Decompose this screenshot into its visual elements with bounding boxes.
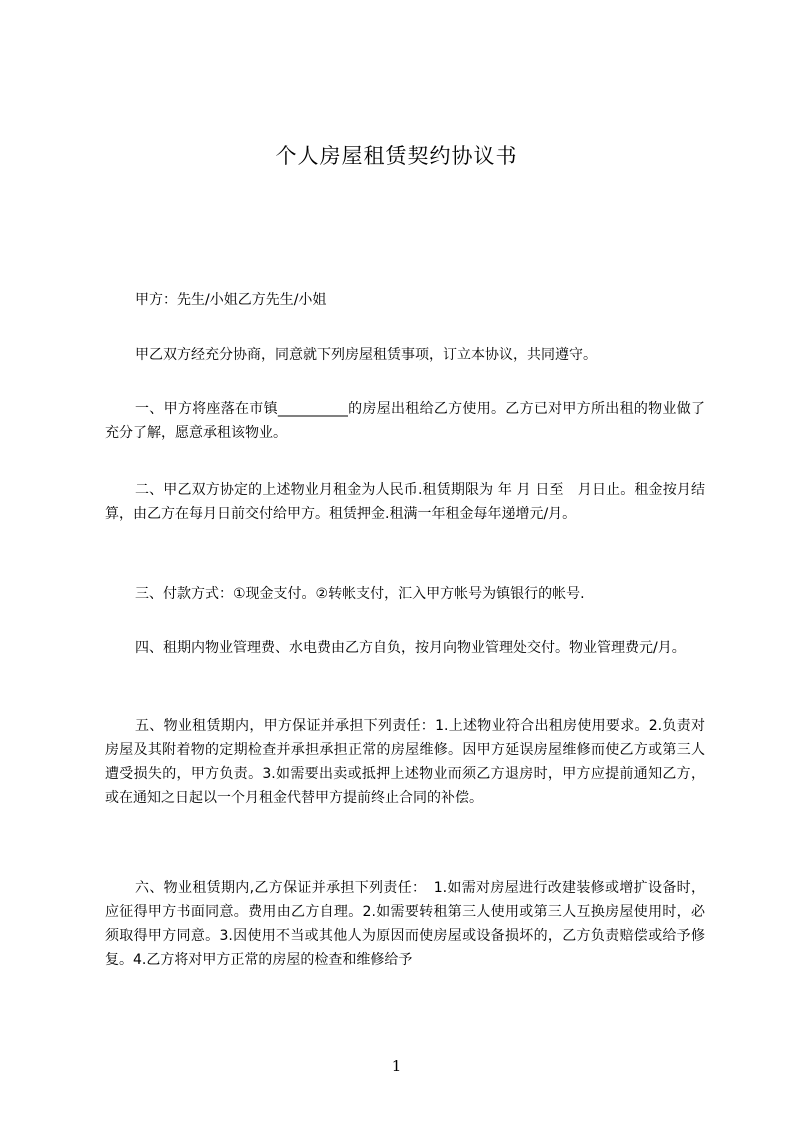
clause-1-paragraph: 一、甲方将座落在市镇__________的房屋出租给乙方使用。乙方已对甲方所出租的物业做了充分了解，愿意承租该物业。 <box>105 401 705 441</box>
clause-2-paragraph: 二、甲乙双方协定的上述物业月租金为人民币.租赁期限为 年 月 日至 月日止。租金按月结算，由乙方在每月日前交付给甲方。租赁押金.租满一年租金每年递增元/月。 <box>105 482 705 522</box>
document-title: 个人房屋租赁契约协议书 <box>275 144 518 168</box>
clause-5-paragraph: 五、物业租赁期内，甲方保证并承担下列责任：1.上述物业符合出租房使用要求。2.负责对房屋及其附着物的定期检查并承担承担正常的房屋维修。因甲方延误房屋维修而使乙方或第三人遭受损失的，甲方负责。3.如需要出卖或抵押上述物业而须乙方退房时，甲方应提前通知乙方，或在通知之日起以一个月租金代替甲方提前终止合同的补偿。 <box>105 718 705 806</box>
preamble-paragraph: 甲乙双方经充分协商，同意就下列房屋租赁事项，订立本协议，共同遵守。 <box>135 347 597 363</box>
page-number: 1 <box>391 1057 402 1075</box>
parties-paragraph: 甲方：先生/小姐乙方先生/小姐 <box>135 292 327 308</box>
clause-6-paragraph: 六、物业租赁期内,乙方保证并承担下列责任： 1.如需对房屋进行改建装修或增扩设备时，应征得甲方书面同意。费用由乙方自理。2.如需要转租第三人使用或第三人互换房屋使用时，必须取得甲方同意。3.因使用不当或其他人为原因而使房屋或设备损坏的，乙方负责赔偿或给予修复。4.乙方将对甲方正常的房屋的检查和维修给予 <box>105 880 705 968</box>
clause-4-paragraph: 四、租期内物业管理费、水电费由乙方自负，按月向物业管理处交付。物业管理费元/月。 <box>135 640 686 656</box>
clause-3-paragraph: 三、付款方式：①现金支付。②转帐支付，汇入甲方帐号为镇银行的帐号. <box>135 586 585 602</box>
